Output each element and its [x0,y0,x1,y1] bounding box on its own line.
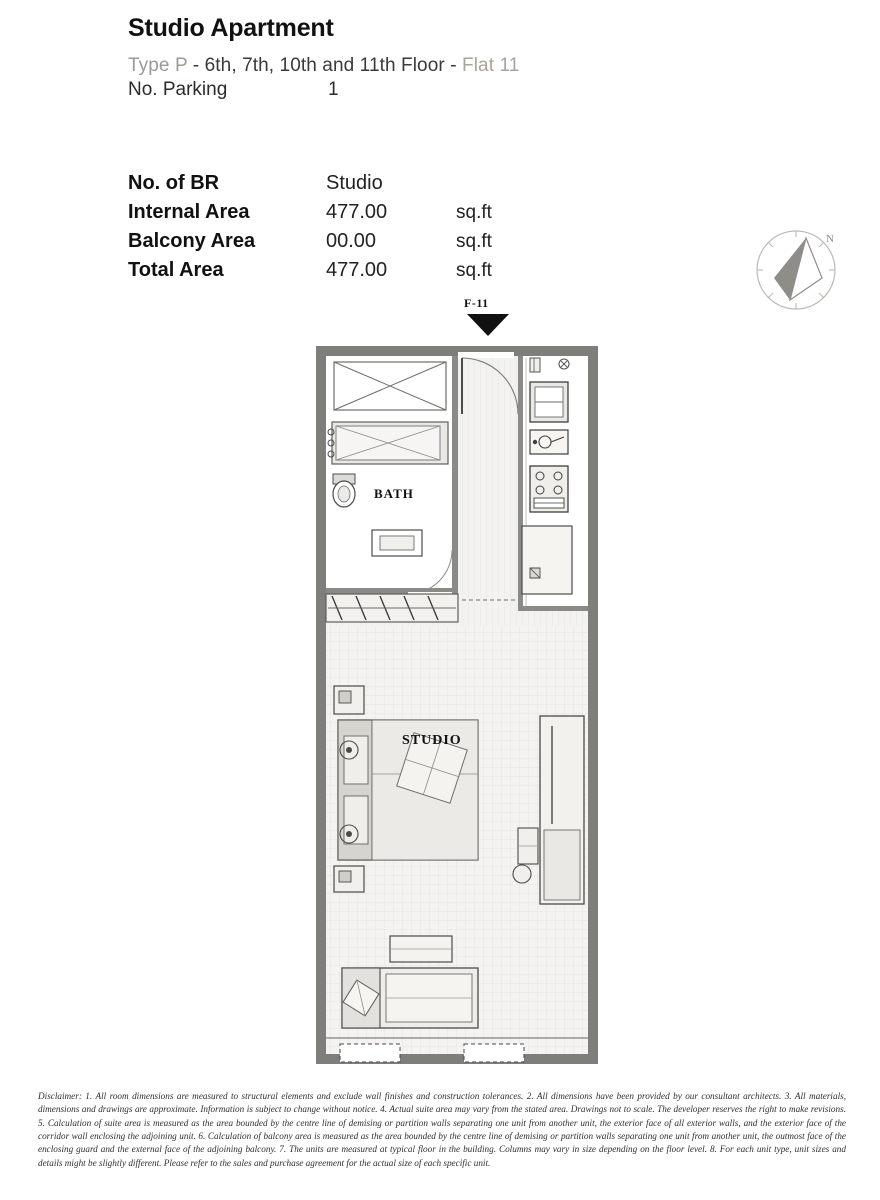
spec-key: Balcony Area [128,230,256,252]
compass-icon [748,222,844,318]
wardrobe-unit [326,594,458,622]
room-label-bath: BATH [374,486,414,501]
spec-row [128,259,548,288]
spec-value: 477.00 [326,259,388,281]
spec-key: No. of BR [128,172,220,194]
flat-label: Flat 11 [462,55,520,76]
disclaimer-text: Disclaimer: 1. All room dimensions are measured to structural elements and exclude wall finishes and construction tolerances. 2. All dimensions have been provided by our consultant architects. 3. All materials, dimensions and drawings are approximate. Information is subject to change without notice. 4. Actual suite area may vary from the stated area. Drawings not to scale. The developer reserves the right to make revisions. 5. Calculation of suite area is measured as the area bounded by the centre line of demising or partition walls separating one unit from another unit, the exterior face of all exterior walls, and the exterior face of the corridor wall enclosing the adjoining unit. 6. Calculation of balcony area is measured as the area bounded by the centre line of demising or partition walls separating one unit from another unit, the outmost face of the enclosing guard and the external face of the adjoining balcony. 7. The units are measured at typical floor in the building. Columns may vary in size depending on the floor level. 8. For each unit type, unit sizes and details might be slightly different. Please refer to the sales and purchase agreement for the actual size of each specific unit. [38,1091,846,1168]
floors-label: - 6th, 7th, 10th and 11th Floor - [192,55,457,76]
spec-value: Studio [326,172,383,194]
room-label-studio: STUDIO [402,733,462,748]
page-title: Studio Apartment [128,14,334,42]
type-floor-flat-line [128,55,768,77]
parking-value: 1 [328,79,339,100]
spec-key: Internal Area [128,201,250,223]
spec-unit: sq.ft [456,260,492,281]
bathroom-area [326,356,458,594]
entry-arrow-icon [467,314,509,336]
area-specs-table [128,172,548,288]
floor-plan-drawing [312,344,602,1064]
spec-unit: sq.ft [456,231,492,252]
entry-door-label: F-11 [464,296,489,310]
compass-rose [748,222,844,318]
plan-header [128,14,768,101]
unit-type-label: Type P [128,55,188,76]
spec-row [128,172,548,201]
spec-value: 477.00 [326,201,388,223]
parking-row [128,79,768,101]
toilet-fixture [333,474,355,507]
spec-value: 00.00 [326,230,377,252]
floor-plan [312,296,602,1071]
compass-north-label: N [826,233,834,245]
spec-key: Total Area [128,259,224,281]
parking-label: No. Parking [128,79,228,100]
floor-plan-svg [312,344,602,1064]
spec-unit: sq.ft [456,202,492,223]
spec-row [128,201,548,230]
spec-row [128,230,548,259]
